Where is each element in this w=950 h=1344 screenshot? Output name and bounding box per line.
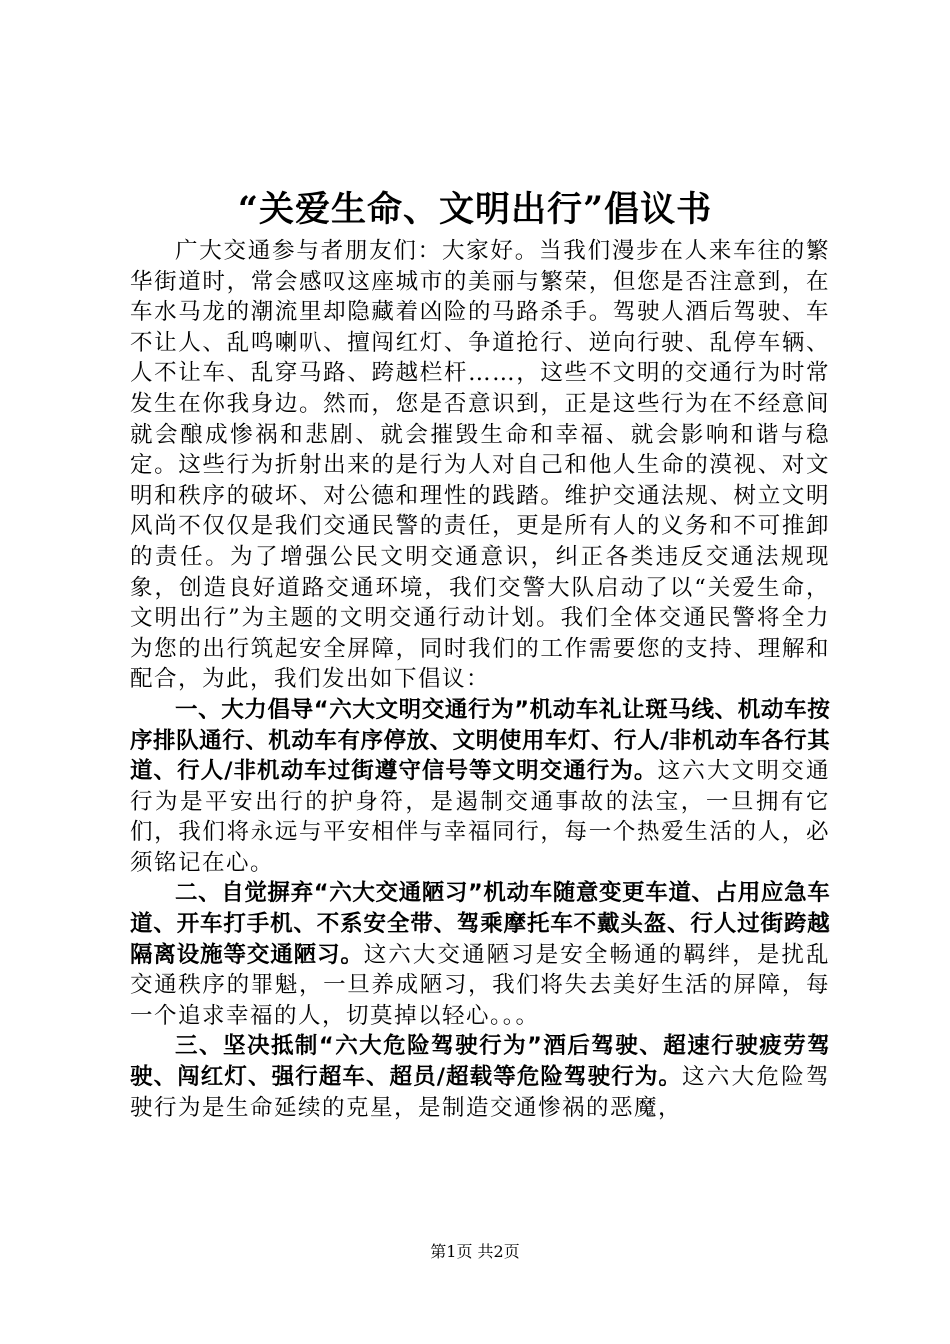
paragraph-lead: 二、自觉摒弃“六大交通陋习”机动车随意变更车道、占用应急车道、开车打手机、不系安全带、驾乘摩托车不戴头盔、行人过街跨越隔离设施等交通陋习。 <box>130 880 830 968</box>
paragraph-text: 这六大交通陋习是安全畅通的羁绊，是扰乱交通秩序的罪魁，一旦养成陋习，我们将失去美好生活的屏障，每一个追求幸福的人，切莫掉以轻心。。。 <box>130 941 830 1029</box>
paragraph-proposal-2 <box>130 878 830 1031</box>
paragraph-text: 广大交通参与者朋友们：大家好。当我们漫步在人来车往的繁华街道时，常会感叹这座城市的美丽与繁荣，但您是否注意到，在车水马龙的潮流里却隐藏着凶险的马路杀手。驾驶人酒后驾驶、车不让人、乱鸣喇叭、擅闯红灯、争道抢行、逆向行驶、乱停车辆、人不让车、乱穿马路、跨越栏杆……，这些不文明的交通行为时常发生在你我身边。然而，您是否意识到，正是这些行为在不经意间就会酿成惨祸和悲剧、就会摧毁生命和幸福、就会影响和谐与稳定。这些行为折射出来的是行为人对自己和他人生命的漠视、对文明和秩序的破坏、对公德和理性的践踏。维护交通法规、树立文明风尚不仅仅是我们交通民警的责任，更是所有人的义务和不可推卸的责任。为了增强公民文明交通意识，纠正各类违反交通法规现象，创造良好道路交通环境，我们交警大队启动了以“关爱生命，文明出行”为主题的文明交通行动计划。我们全体交通民警将全力为您的出行筑起安全屏障，同时我们的工作需要您的支持、理解和配合，为此，我们发出如下倡议： <box>130 238 830 693</box>
paragraph-proposal-1 <box>130 695 830 879</box>
paragraph-text: 这六大文明交通行为是平安出行的护身符，是遏制交通事故的法宝，一旦拥有它们，我们将永远与平安相伴与幸福同行，每一个热爱生活的人，必须铭记在心。 <box>130 758 830 876</box>
paragraph-lead: 一、大力倡导“六大文明交通行为”机动车礼让斑马线、机动车按序排队通行、机动车有序停放、文明使用车灯、行人/非机动车各行其道、行人/非机动车过街遵守信号等文明交通行为。 <box>130 696 830 785</box>
paragraph-lead: 三、坚决抵制“六大危险驾驶行为”酒后驾驶、超速行驶疲劳驾驶、闯红灯、强行超车、超员/超载等危险驾驶行为。 <box>130 1033 830 1091</box>
page-footer: 第1页 共2页 <box>430 1242 520 1261</box>
paragraph-proposal-3 <box>130 1031 830 1123</box>
document-body <box>130 236 830 1123</box>
paragraph-text: 这六大危险驾驶行为是生命延续的克星，是制造交通惨祸的恶魔， <box>130 1064 830 1121</box>
page-title: “关爱生命、文明出行”倡议书 <box>237 189 713 230</box>
paragraph-intro <box>130 236 830 695</box>
